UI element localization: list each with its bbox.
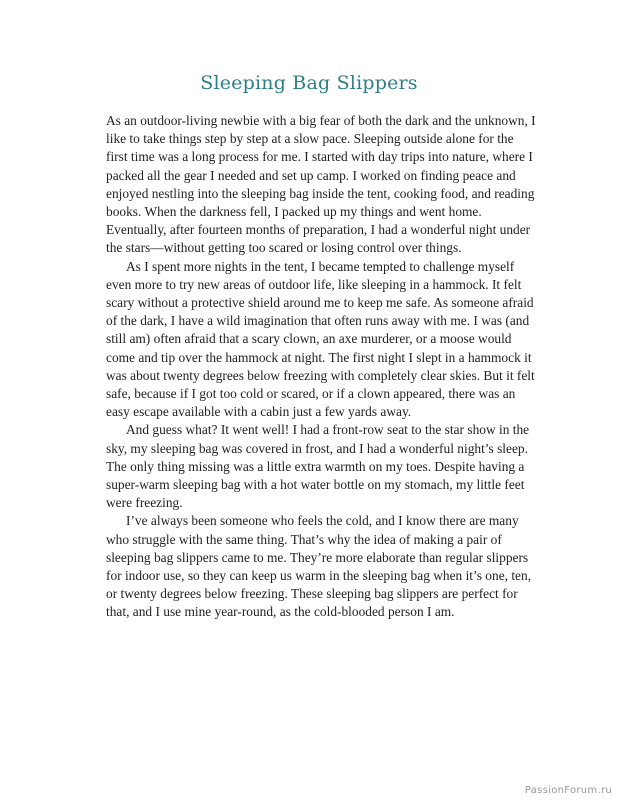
paragraph-4: I’ve always been someone who feels the cold, and I know there are many who struggle with the same thing. That’s why the idea of making a pair of sleeping bag slippers came to me. They’re more elaborate than regular slippers for indoor use, so they can keep us warm in the sleeping bag when it’s one, ten, or twenty degrees below freezing. These sleeping bag slippers are perfect for that, and I use mine year-round, as the cold-blooded person I am. xyxy=(106,513,532,620)
paragraph-2: As I spent more nights in the tent, I became tempted to challenge myself even more to try new areas of outdoor life, like sleeping in a hammock. It felt scary without a protective shield around me to keep me safe. As someone afraid of the dark, I have a wild imagination that often runs away with me. I was (and still am) often afraid that a scary clown, an axe murderer, or a moose would come and tip over the hammock at night. The first night I slept in a hammock it was about twenty degrees below freezing with completely clear skies. But it felt safe, because if I got too cold or scared, or if a clown appeared, there was an easy escape available with a cabin just a few yards away. xyxy=(106,258,535,420)
page-title: Sleeping Bag Slippers xyxy=(200,72,418,94)
site-watermark: PassionForum.ru xyxy=(524,785,612,796)
article-body xyxy=(106,112,536,622)
paragraph-1: As an outdoor-living newbie with a big fear of both the dark and the unknown, I like to take things step by step at a slow pace. Sleeping outside alone for the first time was a long process for me. I started with day trips into nature, where I packed all the gear I needed and set up camp. I worked on finding peace and enjoyed nestling into the sleeping bag inside the tent, cooking food, and reading books. When the darkness fell, I packed up my things and went home. Eventually, after fourteen months of preparation, I had a wonderful night under the stars—without getting too scared or losing control over things. xyxy=(106,113,536,256)
paragraph-3: And guess what? It went well! I had a front-row seat to the star show in the sky, my sleeping bag was covered in frost, and I had a wonderful night’s sleep. The only thing missing was a little extra warmth on my toes. Despite having a super-warm sleeping bag with a hot water bottle on my stomach, my little feet were freezing. xyxy=(106,422,530,511)
